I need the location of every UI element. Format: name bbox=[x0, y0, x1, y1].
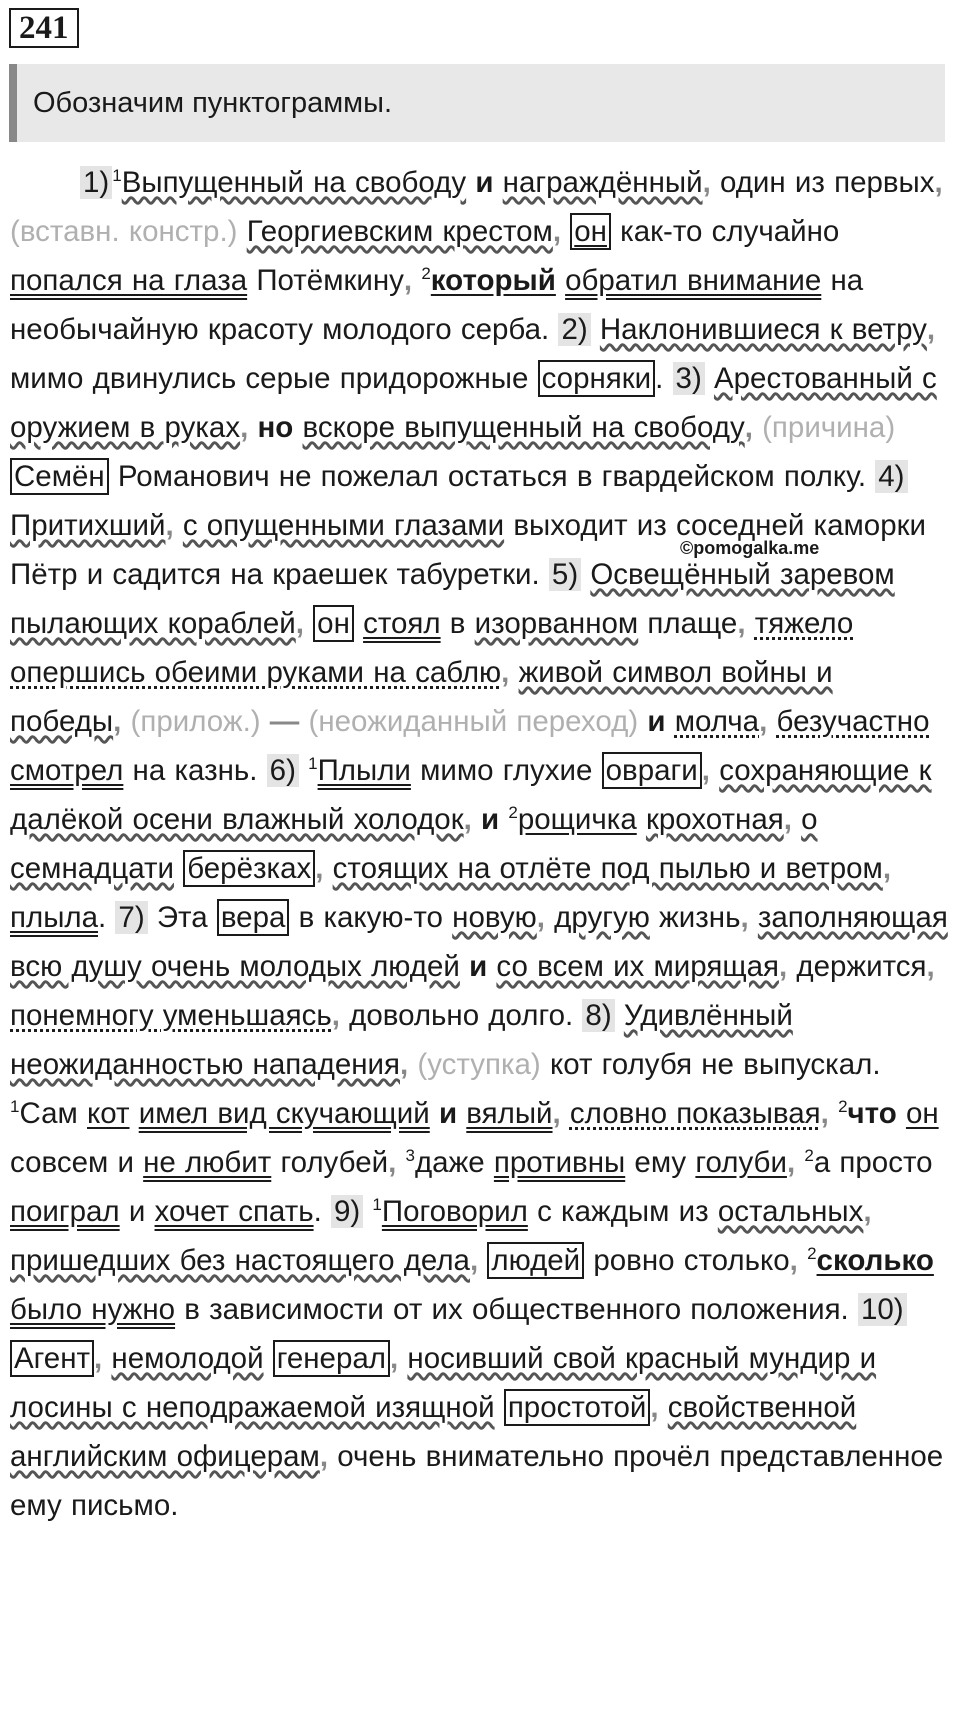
punctuation-mark: , bbox=[926, 950, 935, 983]
text-fragment bbox=[264, 1342, 273, 1375]
text-fragment: . bbox=[98, 901, 116, 934]
clause-index: 2 bbox=[804, 1146, 814, 1166]
note: (неожиданный переход) bbox=[308, 705, 639, 738]
marked-phrase: Поговорил bbox=[381, 1195, 528, 1228]
punctuation-mark: , bbox=[501, 656, 510, 689]
text-fragment bbox=[493, 166, 502, 199]
sentence-number: 3) bbox=[673, 362, 705, 395]
text-fragment bbox=[466, 166, 475, 199]
marked-phrase: вялый bbox=[466, 1097, 553, 1130]
text-fragment: в bbox=[440, 607, 475, 640]
punctuation-mark: , bbox=[94, 1342, 103, 1375]
punctuation-mark: , bbox=[926, 313, 936, 346]
punctuation-mark: , bbox=[315, 852, 324, 885]
marked-phrase: с опущенными глазами bbox=[182, 509, 505, 542]
marked-phrase: награждённый bbox=[502, 166, 703, 199]
punctuation-mark: , bbox=[113, 705, 122, 738]
punctuation-mark: , bbox=[400, 1048, 409, 1081]
marked-phrase: изорванном bbox=[474, 607, 639, 640]
text-fragment bbox=[792, 803, 801, 836]
subject-word: простотой bbox=[504, 1389, 651, 1426]
punctuation-mark: , bbox=[536, 901, 545, 934]
subject-word: Агент bbox=[10, 1340, 94, 1377]
marked-phrase: он bbox=[905, 1097, 939, 1130]
text-fragment: ровно столько bbox=[584, 1244, 790, 1277]
text-fragment bbox=[795, 1146, 804, 1179]
text-fragment bbox=[299, 705, 308, 738]
punctuation-mark: , bbox=[403, 264, 413, 297]
text-fragment: мимо глухие bbox=[410, 754, 602, 787]
text-fragment bbox=[581, 558, 590, 591]
note: (причина) bbox=[762, 411, 896, 444]
marked-phrase: новую bbox=[452, 901, 537, 934]
text-fragment: и bbox=[481, 803, 500, 836]
marked-phrase: Наклонившиеся к ветру bbox=[599, 313, 927, 346]
punctuation-mark: , bbox=[552, 215, 562, 248]
subject-word: Семён bbox=[10, 458, 109, 495]
text-fragment bbox=[767, 705, 776, 738]
punctuation-mark: , bbox=[778, 950, 788, 983]
punctuation-mark: , bbox=[240, 411, 249, 444]
clause-index: 2 bbox=[807, 1244, 817, 1264]
punctuation-mark: , bbox=[552, 1097, 561, 1130]
text-fragment bbox=[637, 803, 646, 836]
text-fragment: . bbox=[313, 1195, 331, 1228]
marked-phrase: носивший свой красный мундир и лосины с неподражаемой изящной bbox=[10, 1342, 877, 1424]
text-fragment bbox=[354, 607, 363, 640]
watermark: ©pomogalka.me bbox=[680, 538, 820, 558]
punctuation-mark: — bbox=[269, 705, 300, 738]
text-fragment bbox=[174, 509, 183, 542]
text-fragment: плаще bbox=[638, 607, 738, 640]
marked-phrase: другую bbox=[554, 901, 650, 934]
marked-phrase: противны bbox=[493, 1146, 626, 1179]
text-fragment bbox=[121, 705, 130, 738]
text-fragment bbox=[749, 901, 758, 934]
text-fragment bbox=[130, 1097, 139, 1130]
subject-word: вера bbox=[217, 899, 290, 936]
text-fragment: очень внимательно прочёл представленное ему письмо. bbox=[10, 1440, 944, 1522]
text-fragment: Романович не пожелал остаться в гвардейском полку. bbox=[108, 460, 876, 493]
punctuation-mark: , bbox=[820, 1097, 829, 1130]
text-fragment: даже bbox=[414, 1146, 494, 1179]
marked-phrase: поиграл bbox=[10, 1195, 120, 1228]
marked-phrase: вскоре выпущенный на свободу bbox=[302, 411, 745, 444]
marked-phrase: свойственной английским офицерам bbox=[10, 1391, 857, 1473]
note: (прилож.) bbox=[130, 705, 261, 738]
marked-phrase: Удивлённый неожиданностью нападения bbox=[10, 999, 793, 1081]
text-fragment bbox=[323, 852, 332, 885]
marked-phrase: который bbox=[430, 264, 556, 297]
text-fragment bbox=[753, 411, 762, 444]
marked-phrase: имел вид скучающий bbox=[138, 1097, 430, 1130]
text-fragment bbox=[460, 950, 469, 983]
punctuation-mark: , bbox=[295, 607, 304, 640]
sentence-number: 6) bbox=[267, 754, 299, 787]
marked-phrase: обратил внимание bbox=[565, 264, 822, 297]
clause-index: 2 bbox=[421, 264, 431, 284]
clause-index: 2 bbox=[508, 803, 518, 823]
subject-word: овраги bbox=[602, 752, 702, 789]
text-fragment bbox=[561, 215, 570, 248]
text-fragment bbox=[261, 705, 270, 738]
marked-phrase: Плыли bbox=[317, 754, 411, 787]
text-fragment: мимо двинулись серые придорожные bbox=[10, 362, 538, 395]
marked-phrase: пришедших без настоящего дела bbox=[10, 1244, 470, 1277]
text-fragment bbox=[499, 803, 508, 836]
marked-phrase: стоял bbox=[363, 607, 441, 640]
marked-phrase: Освещённый заревом пылающих кораблей bbox=[10, 558, 895, 640]
text-fragment: один из первых bbox=[710, 166, 935, 199]
subject-word: берёзках bbox=[183, 850, 315, 887]
clause-index: 3 bbox=[405, 1146, 415, 1166]
text-fragment bbox=[430, 1097, 439, 1130]
text-fragment bbox=[561, 1097, 570, 1130]
text-fragment bbox=[304, 607, 313, 640]
marked-phrase: стоящих на отлёте под пылью и ветром bbox=[332, 852, 883, 885]
marked-phrase: немолодой bbox=[111, 1342, 264, 1375]
sentence-number: 8) bbox=[582, 999, 614, 1032]
text-fragment: держится bbox=[787, 950, 927, 983]
marked-phrase: безучастно bbox=[776, 705, 930, 738]
text-fragment: довольно долго. bbox=[339, 999, 583, 1032]
sentence-number: 1) bbox=[80, 166, 112, 199]
marked-phrase: рощичка bbox=[517, 803, 637, 836]
text-fragment bbox=[495, 1391, 504, 1424]
clause-index: 1 bbox=[10, 1097, 20, 1117]
text-fragment bbox=[457, 1097, 466, 1130]
text-fragment: Эта bbox=[147, 901, 217, 934]
punctuation-mark: , bbox=[165, 509, 174, 542]
text-fragment: что bbox=[847, 1097, 897, 1130]
text-fragment: на казнь. bbox=[123, 754, 267, 787]
text-fragment: и bbox=[475, 166, 494, 199]
subject-word: людей bbox=[487, 1242, 584, 1279]
sentence-number: 5) bbox=[549, 558, 581, 591]
marked-phrase: о семнадцати bbox=[10, 803, 818, 885]
marked-phrase: Арестованный с оружием в руках bbox=[10, 362, 937, 444]
task-number: 241 bbox=[9, 8, 79, 48]
punctuation-mark: , bbox=[934, 166, 943, 199]
marked-phrase: Притихший bbox=[10, 509, 166, 542]
punctuation-mark: , bbox=[783, 803, 792, 836]
text-fragment: совсем и bbox=[10, 1146, 144, 1179]
marked-phrase: тяжело опершись обеими руками на саблю bbox=[10, 607, 854, 689]
text-fragment: голубей bbox=[271, 1146, 389, 1179]
text-fragment bbox=[829, 1097, 838, 1130]
text-fragment bbox=[638, 705, 647, 738]
punctuation-mark: , bbox=[737, 607, 746, 640]
punctuation-mark: , bbox=[390, 1342, 399, 1375]
text-fragment bbox=[293, 411, 302, 444]
punctuation-mark: , bbox=[650, 1391, 659, 1424]
text-fragment bbox=[591, 313, 600, 346]
marked-phrase: сколько bbox=[816, 1244, 934, 1277]
marked-phrase: хочет спать bbox=[154, 1195, 314, 1228]
exercise-text bbox=[10, 158, 950, 1530]
punctuation-mark: , bbox=[388, 1146, 397, 1179]
text-fragment bbox=[746, 607, 755, 640]
punctuation-mark: , bbox=[759, 705, 768, 738]
text-fragment: на необычайную красоту молодого серба. bbox=[10, 264, 864, 346]
text-fragment: и bbox=[647, 705, 666, 738]
marked-phrase: кот bbox=[87, 1097, 130, 1130]
marked-phrase: было нужно bbox=[10, 1293, 176, 1326]
text-fragment bbox=[798, 1244, 807, 1277]
subject-word: он bbox=[570, 213, 611, 250]
marked-phrase: крохотная bbox=[645, 803, 784, 836]
marked-phrase: Георгиевским крестом bbox=[246, 215, 553, 248]
sentence-number: 2) bbox=[558, 313, 590, 346]
punctuation-mark: , bbox=[882, 852, 892, 885]
marked-phrase: молча bbox=[674, 705, 760, 738]
text-fragment bbox=[412, 264, 421, 297]
punctuation-mark: , bbox=[319, 1440, 329, 1473]
text-fragment bbox=[478, 1244, 487, 1277]
clause-index: 1 bbox=[112, 166, 122, 186]
sentence-number: 7) bbox=[115, 901, 147, 934]
punctuation-mark: , bbox=[786, 1146, 796, 1179]
subject-word: сорняки bbox=[538, 360, 656, 397]
text-fragment: ему bbox=[625, 1146, 696, 1179]
clause-index: 1 bbox=[372, 1195, 382, 1215]
text-fragment bbox=[705, 362, 714, 395]
note: (вставн. констр.) bbox=[10, 215, 238, 248]
subject-word: генерал bbox=[273, 1340, 390, 1377]
marked-phrase: Выпущенный на свободу bbox=[121, 166, 467, 199]
text-fragment bbox=[659, 1391, 668, 1424]
text-fragment bbox=[556, 264, 565, 297]
text-fragment: в зависимости от их общественного положения. bbox=[175, 1293, 858, 1326]
punctuation-mark: , bbox=[331, 999, 340, 1032]
text-fragment bbox=[615, 999, 624, 1032]
text-fragment bbox=[897, 1097, 906, 1130]
sentence-number: 10) bbox=[858, 1293, 907, 1326]
marked-phrase: остальных bbox=[717, 1195, 864, 1228]
punctuation-mark: , bbox=[463, 803, 472, 836]
text-fragment bbox=[174, 852, 183, 885]
marked-phrase: заполняющая всю душу очень молодых людей bbox=[10, 901, 948, 983]
punctuation-mark: , bbox=[863, 1195, 872, 1228]
punctuation-mark: , bbox=[744, 411, 753, 444]
text-fragment: а просто bbox=[813, 1146, 933, 1179]
instruction-banner: Обозначим пунктограммы. bbox=[9, 64, 945, 142]
marked-phrase: смотрел bbox=[10, 754, 124, 787]
marked-phrase: сохраняющие к далёкой осени влажный холодок bbox=[10, 754, 932, 836]
clause-index: 1 bbox=[308, 754, 318, 774]
text-fragment: Сам bbox=[19, 1097, 87, 1130]
sentence-number: 9) bbox=[331, 1195, 363, 1228]
note: (уступка) bbox=[417, 1048, 541, 1081]
marked-phrase: со всем их мирящая bbox=[496, 950, 779, 983]
text-fragment: с каждым из bbox=[527, 1195, 718, 1228]
punctuation-mark: , bbox=[740, 901, 749, 934]
marked-phrase: понемногу уменьшаясь bbox=[10, 999, 332, 1032]
subject-word: он bbox=[313, 605, 354, 642]
marked-phrase: голуби bbox=[695, 1146, 787, 1179]
text-fragment bbox=[299, 754, 308, 787]
marked-phrase: попался на глаза bbox=[10, 264, 248, 297]
text-fragment: выходит из соседней каморки Пётр и садится на краешек табуретки. bbox=[10, 509, 926, 591]
marked-phrase: плыла bbox=[10, 901, 99, 934]
text-fragment bbox=[545, 901, 554, 934]
text-fragment: и bbox=[438, 1097, 458, 1130]
text-fragment: кот голубя не выпускал. bbox=[540, 1048, 881, 1081]
text-fragment: и bbox=[119, 1195, 155, 1228]
text-fragment: в какую-то bbox=[289, 901, 453, 934]
text-fragment: . bbox=[655, 362, 673, 395]
text-fragment: и bbox=[469, 950, 488, 983]
text-fragment bbox=[472, 803, 481, 836]
text-fragment bbox=[710, 754, 719, 787]
marked-phrase: словно показывая bbox=[569, 1097, 821, 1130]
marked-phrase: живой символ войны и победы bbox=[10, 656, 833, 738]
text-fragment bbox=[237, 215, 246, 248]
text-fragment: но bbox=[257, 411, 294, 444]
text-fragment: жизнь bbox=[649, 901, 741, 934]
clause-index: 2 bbox=[838, 1097, 848, 1117]
text-fragment: Потёмкину bbox=[247, 264, 404, 297]
punctuation-mark: , bbox=[701, 754, 710, 787]
punctuation-mark: , bbox=[789, 1244, 798, 1277]
text-fragment bbox=[666, 705, 675, 738]
text-fragment bbox=[509, 656, 518, 689]
marked-phrase: не любит bbox=[143, 1146, 272, 1179]
sentence-number: 4) bbox=[875, 460, 907, 493]
text-fragment: как-то случайно bbox=[610, 215, 840, 248]
punctuation-mark: , bbox=[702, 166, 711, 199]
punctuation-mark: , bbox=[469, 1244, 479, 1277]
